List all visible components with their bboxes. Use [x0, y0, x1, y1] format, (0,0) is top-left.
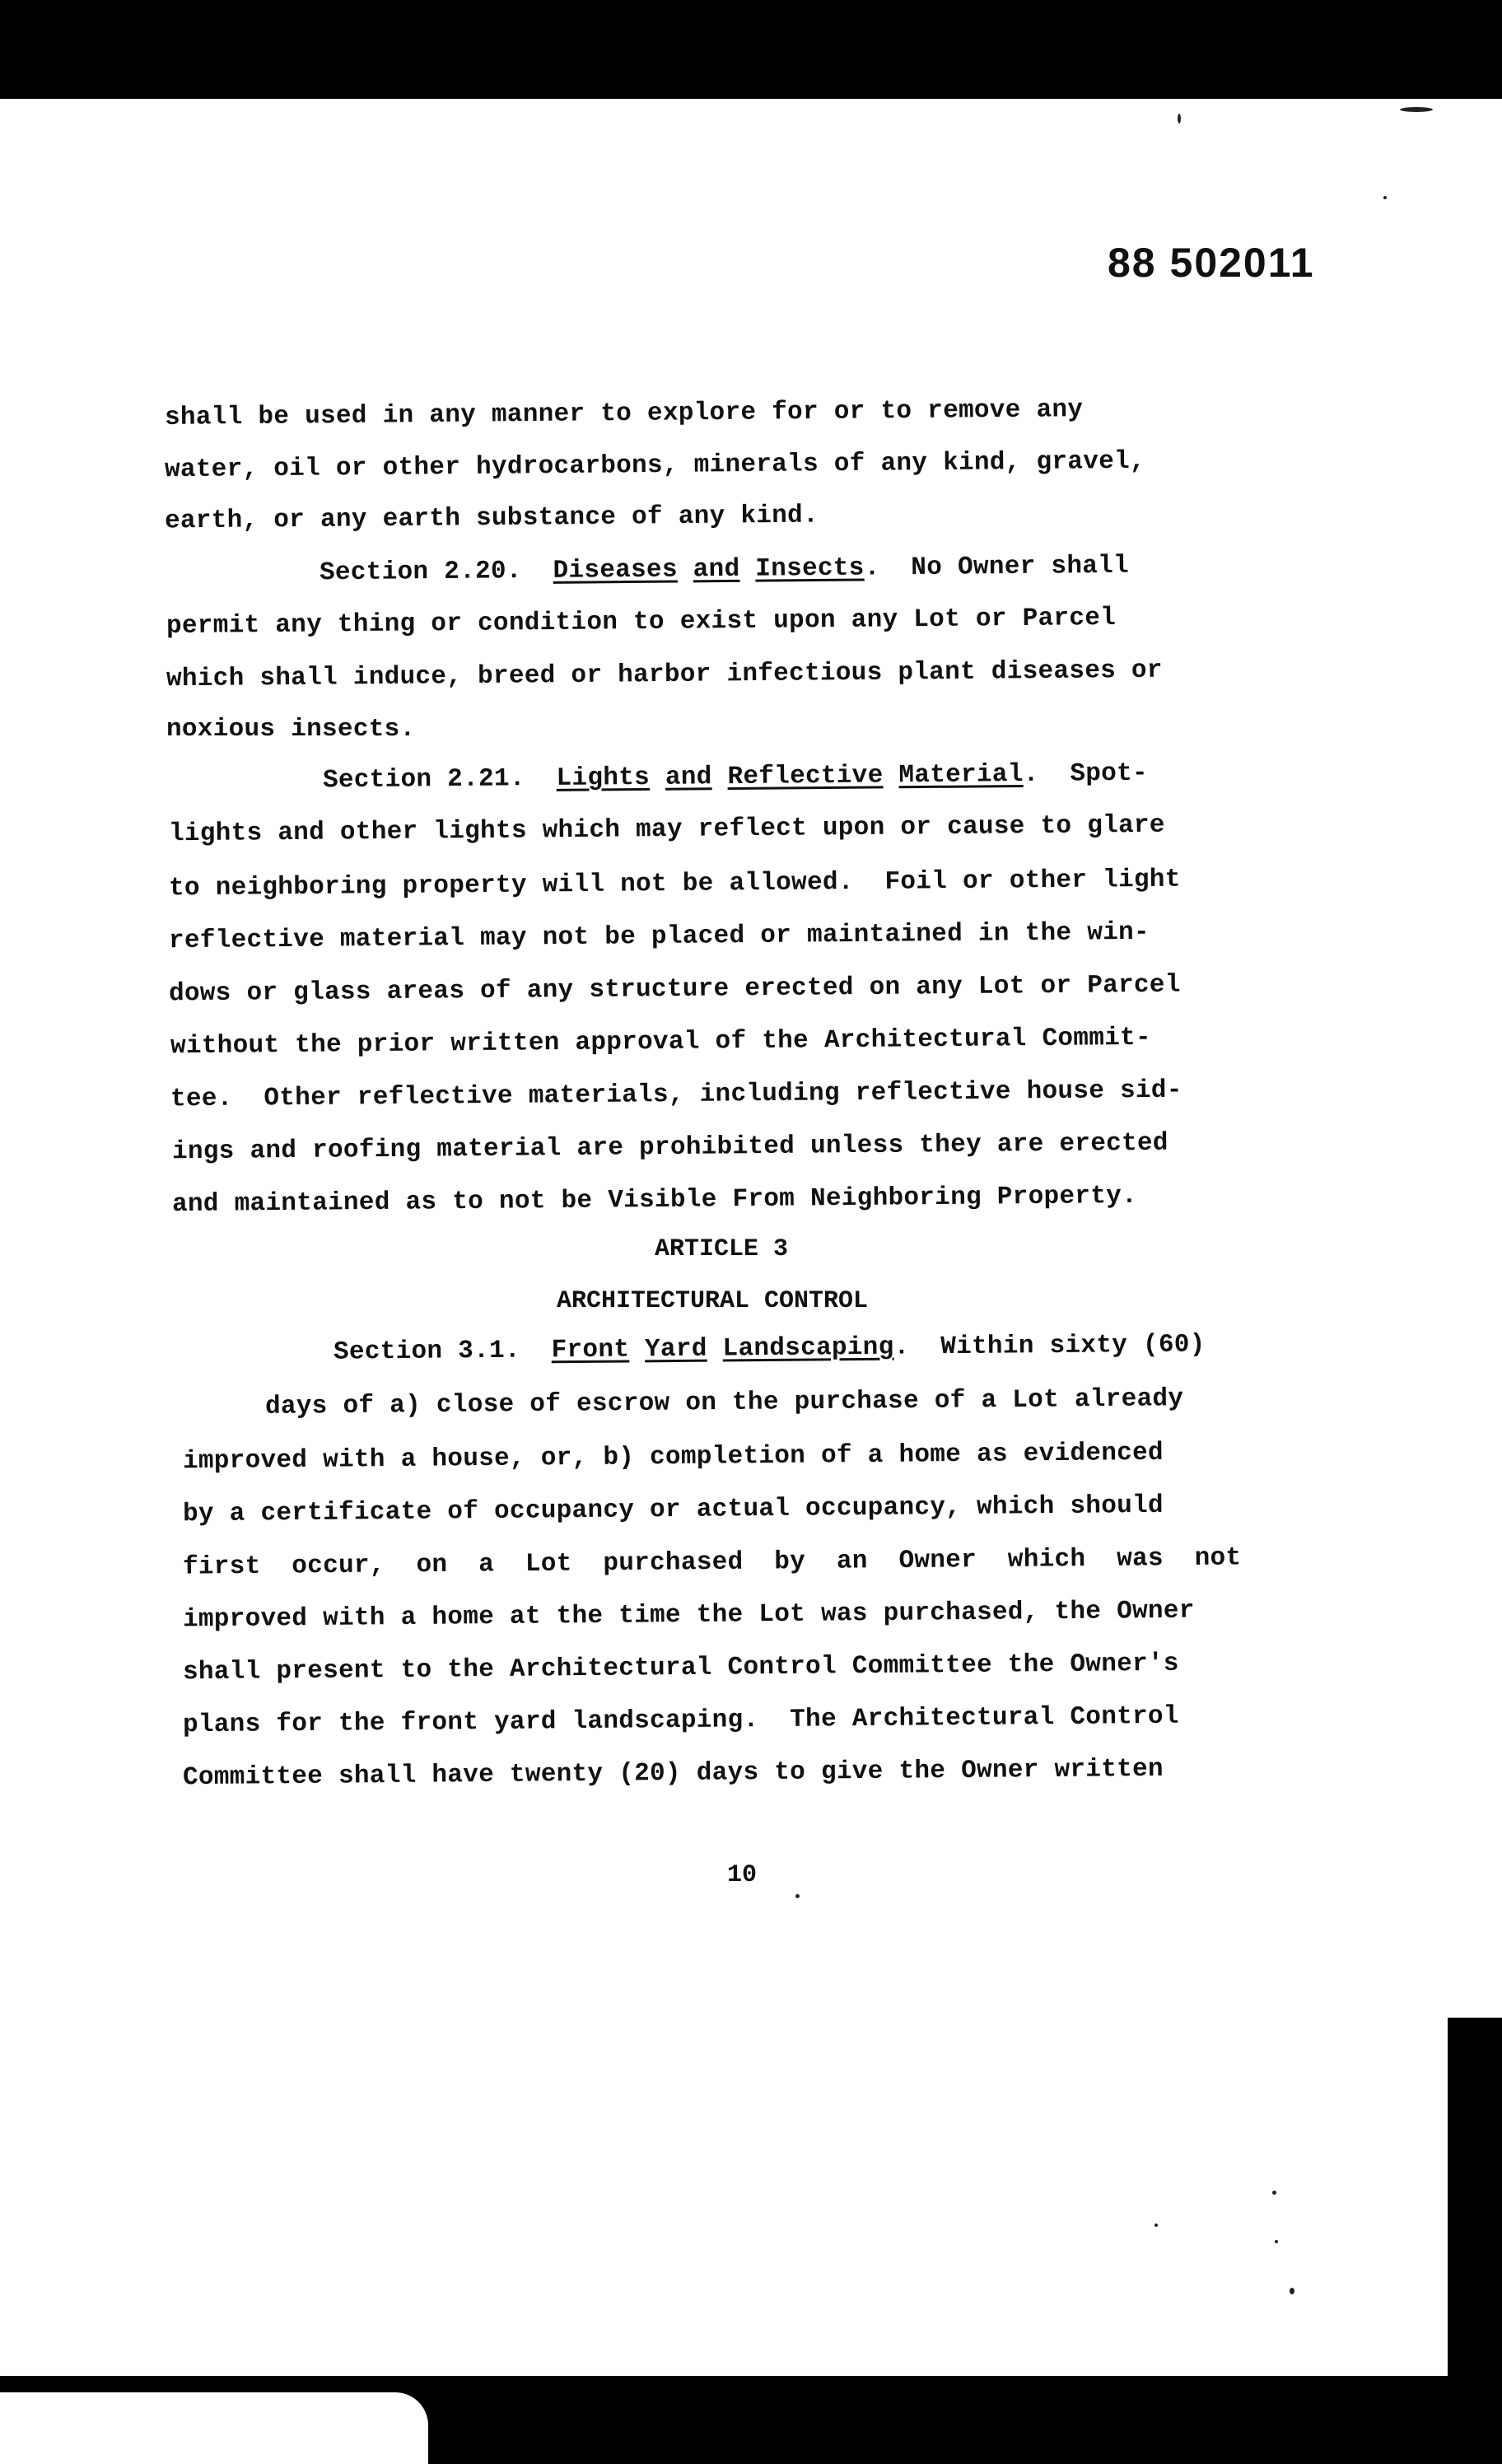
scan-speck [1178, 114, 1181, 124]
scan-speck [1154, 2224, 1158, 2227]
section-title-word: Front [551, 1335, 630, 1365]
section-title-word: and [693, 554, 740, 585]
text-line: improved with a home at the time the Lot was purchased, the Owner [182, 1596, 1195, 1635]
text-line: ings and roofing material are prohibited unless they are erected [171, 1128, 1168, 1167]
document-number: 88 502011 [1108, 240, 1315, 286]
text-line: shall be used in any manner to explore for or to remove any [164, 395, 1084, 432]
section-number: Section 2.20. [319, 557, 522, 588]
section-title-word: Yard [644, 1334, 707, 1365]
scan-artifact [0, 2392, 428, 2464]
text-line: days of a) close of escrow on the purchase of a Lot already [264, 1384, 1184, 1421]
section-number: Section 2.21. [322, 764, 525, 796]
text-line: tee. Other reflective materials, including reflective house sid- [170, 1076, 1182, 1114]
section-text: . Within sixty (60) [893, 1330, 1206, 1362]
text-line: reflective material may not be placed or maintained in the win- [168, 917, 1150, 956]
scan-speck [795, 1894, 800, 1898]
scan-speck [1290, 2288, 1294, 2294]
section-text: . Spot- [1023, 758, 1149, 789]
section-title-word: Landscaping [722, 1332, 894, 1364]
text-line: without the prior written approval of the Architectural Commit- [170, 1023, 1152, 1062]
section-title-word: Lights [556, 763, 651, 793]
text-line: noxious insects. [166, 715, 416, 744]
section-title-word: Reflective [727, 761, 884, 792]
page-edge [1448, 99, 1502, 2018]
section-number: Section 3.1. [333, 1336, 521, 1367]
text-line: earth, or any earth substance of any kind. [164, 501, 819, 536]
text-line: first occur, on a Lot purchased by an Owner which was not [182, 1543, 1242, 1582]
text-line: dows or glass areas of any structure erected on any Lot or Parcel [168, 970, 1181, 1009]
text-line: by a certificate of occupancy or actual occupancy, which should [182, 1491, 1164, 1529]
text-line: shall present to the Architectural Control Committee the Owner's [182, 1649, 1179, 1687]
text-line: permit any thing or condition to exist upon any Lot or Parcel [166, 603, 1117, 642]
scan-speck [1272, 2191, 1276, 2195]
text-line: lights and other lights which may reflect upon or cause to glare [168, 810, 1165, 849]
section-title-word: Material [898, 759, 1024, 791]
text-line: and maintained as to not be Visible From Neighboring Property. [171, 1181, 1138, 1220]
scan-speck [1400, 107, 1433, 112]
section-title-word: Insects [755, 553, 865, 584]
article-number: ARTICLE 3 [655, 1235, 789, 1263]
text-line: Committee shall have twenty (20) days to give the Owner written [182, 1754, 1164, 1793]
page-number: 10 [727, 1861, 758, 1889]
text-line: which shall induce, breed or harbor infectious plant diseases or [166, 656, 1163, 694]
section-title-word: and [665, 763, 712, 792]
section-title-word: Diseases [553, 555, 678, 586]
section-text: . No Owner shall [864, 551, 1130, 583]
article-title: ARCHITECTURAL CONTROL [557, 1287, 869, 1315]
text-line: to neighboring property will not be allowed. Foil or other light [168, 865, 1181, 903]
scan-speck [1275, 2240, 1278, 2243]
scan-speck [1383, 196, 1387, 199]
text-line: plans for the front yard landscaping. The Architectural Control [182, 1701, 1179, 1740]
text-line: improved with a house, or, b) completion of a home as evidenced [182, 1438, 1164, 1477]
text-line: water, oil or other hydrocarbons, minerals of any kind, gravel, [164, 446, 1146, 485]
